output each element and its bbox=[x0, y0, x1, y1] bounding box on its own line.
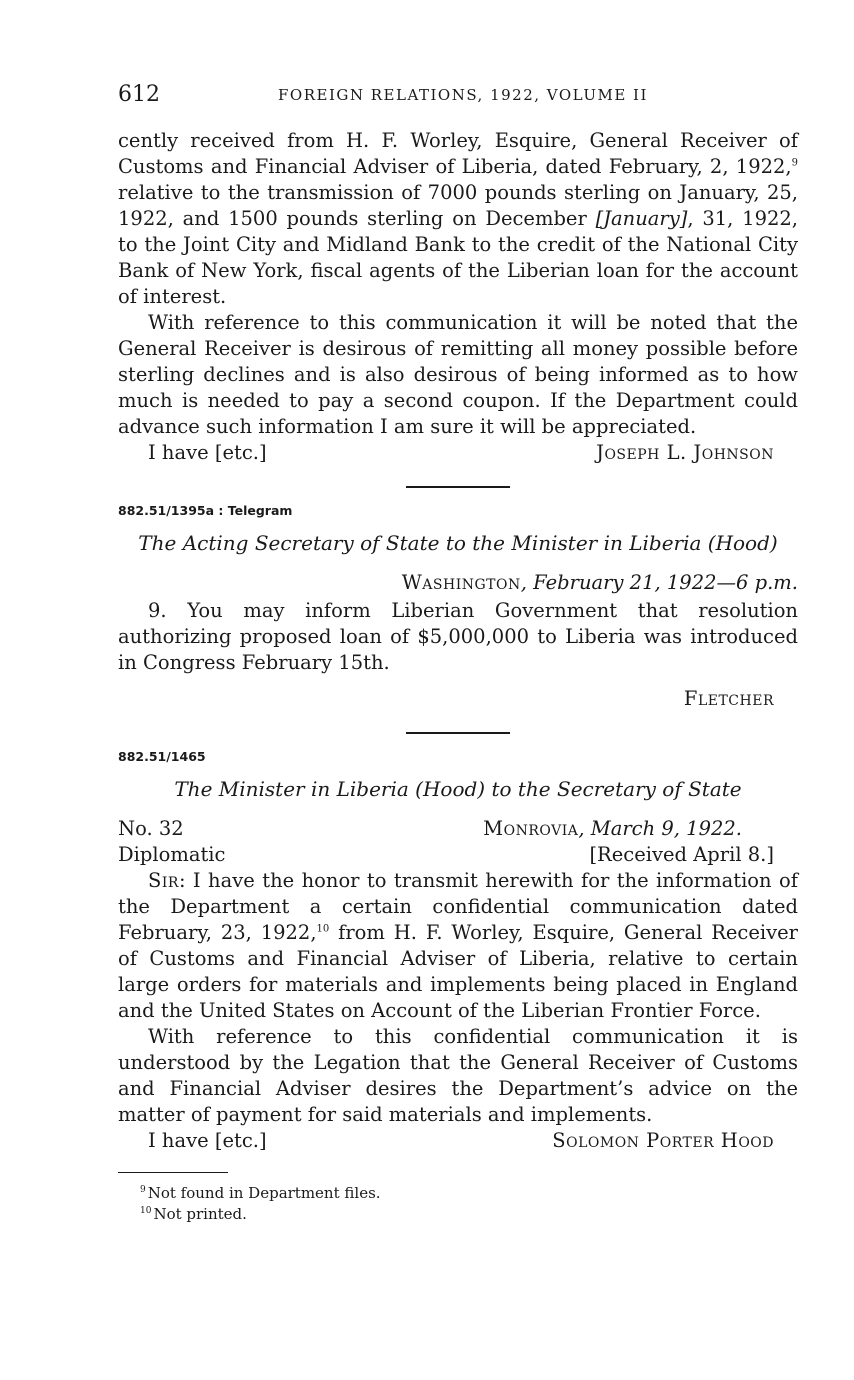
footnote-ref: 9 bbox=[791, 157, 798, 169]
file-reference: 882.51/1465 bbox=[118, 749, 206, 764]
letter-paragraph: With reference to this communication it will be noted that the General Receiver is desirous of remitting all money possible before sterling declines and is also desirous of being informed as to how much is needed to pay a second coupon. If the Department could advance such information I am sure it will be appreciated. bbox=[118, 311, 798, 438]
text-run: cently received from H. F. Worley, Esquire, General Receiver of Customs and Financial Adviser of Liberia, dated February, 2, 1922, bbox=[118, 129, 798, 178]
dateline bbox=[483, 816, 742, 842]
despatch-category-line bbox=[118, 842, 798, 868]
text-run: from H. F. Worley, Esquire, General Receiver of Customs and Financial Adviser of Liberia, relative to certain large orders for materials and implements being placed in England and the United States on Account of the Liberian Frontier Force. bbox=[118, 921, 799, 1022]
footnote-ref: 10 bbox=[316, 923, 330, 935]
letter-paragraph bbox=[118, 128, 798, 310]
place: Monrovia bbox=[483, 817, 579, 840]
place: Washington bbox=[401, 571, 521, 594]
despatch-paragraph: With reference to this confidential communication it is understood by the Legation that the General Receiver of Customs and Financial Adviser desires the Department’s advice on the matter of payment for said materials and implements. bbox=[118, 1025, 798, 1126]
signature-line bbox=[118, 1128, 798, 1154]
footnote-text: Not found in Department files. bbox=[147, 1184, 381, 1202]
date: , February 21, 1922—6 p.m. bbox=[520, 571, 798, 594]
text-run: : I have the honor to transmit herewith for the information of the Department a certain confidential communication dated February, 23, 1922, bbox=[118, 869, 798, 944]
despatch-number: No. 32 bbox=[118, 817, 184, 840]
date: , March 9, 1922. bbox=[578, 817, 742, 840]
telegram-body: 9. You may inform Liberian Government that resolution authorizing proposed loan of $5,000,000 to Liberia was introduced in Congress February 15th. bbox=[118, 599, 798, 674]
signature-line bbox=[118, 440, 798, 466]
section-divider bbox=[406, 486, 510, 488]
footnote-mark: 9 bbox=[140, 1185, 146, 1195]
received-date: [Received April 8.] bbox=[589, 843, 774, 866]
footnotes bbox=[118, 1181, 798, 1223]
section-divider bbox=[406, 732, 510, 734]
signer: Joseph L. Johnson bbox=[596, 441, 774, 464]
footnote-text: Not printed. bbox=[153, 1205, 247, 1223]
page-body bbox=[118, 128, 798, 1223]
footnote bbox=[140, 1181, 798, 1202]
text-run: relative to the transmission of 7000 pounds sterling on January, 25, 1922, and 1500 pounds sterling on December bbox=[118, 181, 798, 230]
footnote bbox=[140, 1202, 798, 1223]
despatch-paragraph bbox=[118, 868, 798, 1024]
despatch-number-line bbox=[118, 816, 798, 842]
document-title: The Acting Secretary of State to the Minister in Liberia (Hood) bbox=[138, 531, 778, 555]
salutation: Sir bbox=[148, 869, 179, 892]
footnote-mark: 10 bbox=[140, 1206, 152, 1216]
page-header bbox=[118, 82, 798, 112]
despatch-category: Diplomatic bbox=[118, 843, 226, 866]
signer: Solomon Porter Hood bbox=[552, 1129, 774, 1152]
closing: I have [etc.] bbox=[148, 441, 267, 464]
running-head: FOREIGN RELATIONS, 1922, VOLUME II bbox=[278, 86, 648, 104]
dateline bbox=[118, 570, 798, 596]
editorial-bracket: [January] bbox=[595, 207, 688, 230]
closing: I have [etc.] bbox=[148, 1129, 267, 1152]
file-reference: 882.51/1395a : Telegram bbox=[118, 503, 293, 518]
signer: Fletcher bbox=[683, 687, 774, 710]
footnote-divider bbox=[118, 1172, 228, 1173]
text-run: , 31, 1922, to the Joint City and Midland Bank to the credit of the National City Bank of New York, fiscal agents of the Liberian loan for the account of interest. bbox=[118, 207, 798, 308]
document-title: The Minister in Liberia (Hood) to the Secretary of State bbox=[174, 777, 742, 801]
page-number: 612 bbox=[118, 82, 160, 107]
